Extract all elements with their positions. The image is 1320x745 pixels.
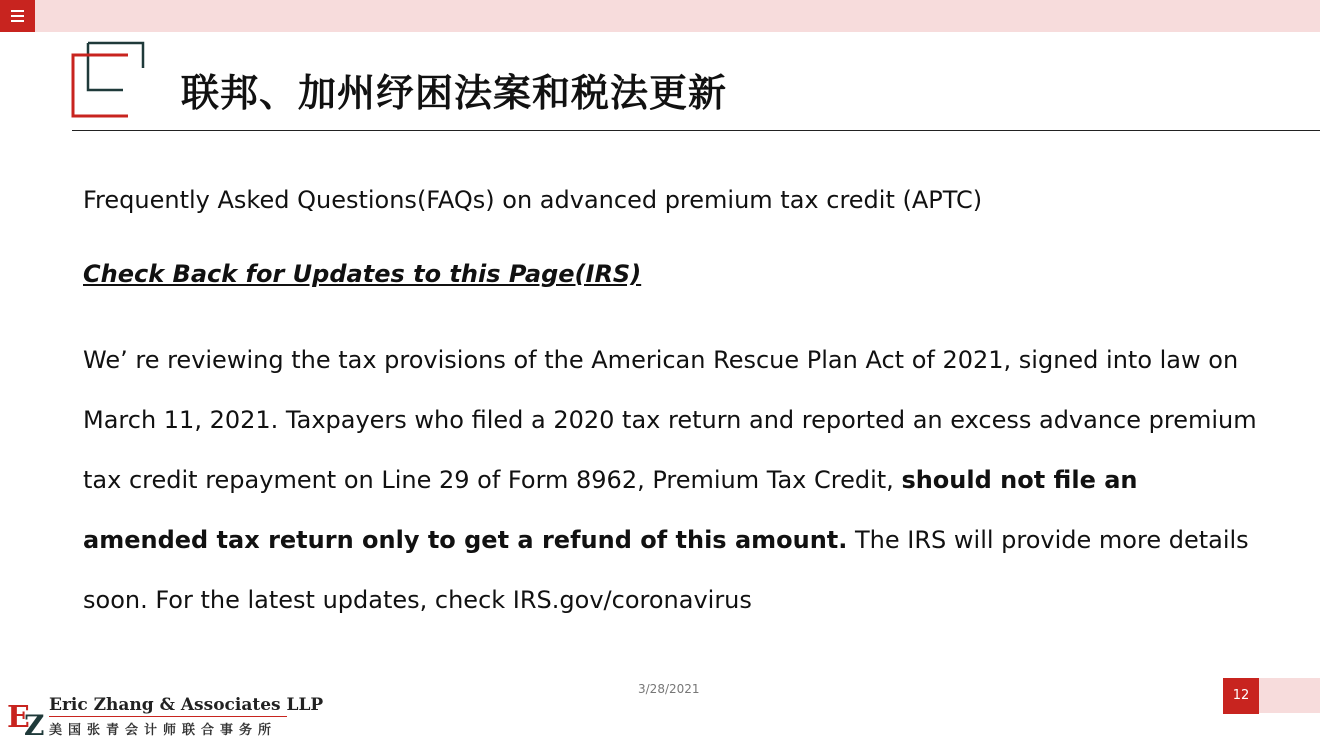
paragraph-bold-text: should not file an amended tax return only to get a refund of this amount.	[83, 466, 1138, 554]
slide-date: 3/28/2021	[638, 682, 700, 696]
logo-company-name: Eric Zhang & Associates LLP	[49, 695, 324, 715]
page-number: 12	[1223, 678, 1259, 714]
menu-button[interactable]	[0, 0, 35, 32]
logo-chinese-name: 美国张青会计师联合事务所	[49, 723, 278, 738]
check-back-link[interactable]: Check Back for Updates to this Page(IRS)	[83, 260, 642, 288]
logo-divider	[49, 716, 287, 717]
bracket-decoration-icon	[68, 38, 158, 128]
slide-title: 联邦、加州纾困法案和税法更新	[181, 71, 728, 115]
svg-text:Z: Z	[24, 709, 45, 737]
company-logo	[6, 695, 324, 740]
paragraph-text-1: We’ re reviewing the tax provisions of the American Rescue Plan Act of 2021, signed into law on March 11, 2021. Taxpayers who filed a 2020 tax return and reported an excess advance premium tax credit repayment on Line 29 of Form 8962, Premium Tax Credit,	[83, 346, 1257, 494]
title-divider	[72, 130, 1320, 131]
ez-logo-icon	[6, 695, 48, 737]
top-bar	[0, 0, 1320, 32]
paragraph-text-2: The IRS will provide more details soon. For the latest updates, check IRS.gov/coronavirus	[83, 526, 1249, 614]
svg-text:E: E	[7, 700, 30, 735]
body-paragraph	[83, 330, 1263, 630]
faq-heading: Frequently Asked Questions(FAQs) on advanced premium tax credit (APTC)	[83, 186, 983, 214]
